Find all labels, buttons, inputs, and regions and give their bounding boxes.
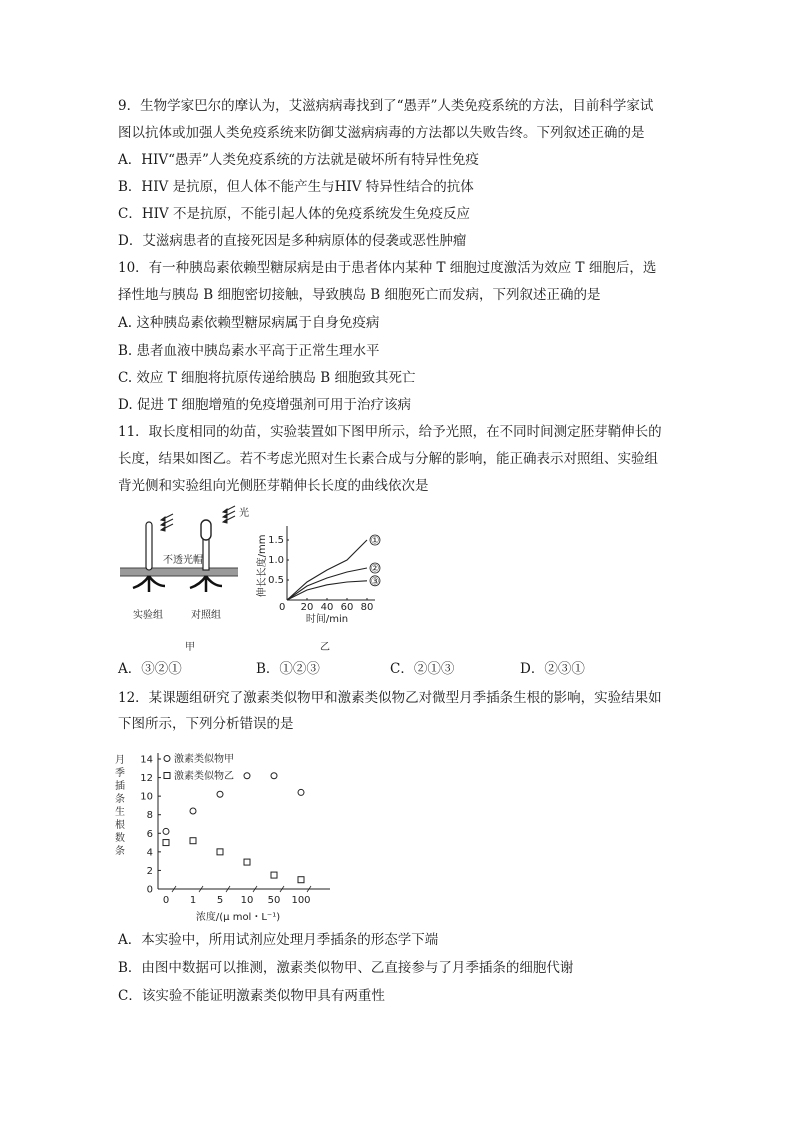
series-label-2: ② — [370, 563, 380, 575]
y-tick-label: 10 — [140, 791, 153, 803]
x-tick-label: 80 — [360, 602, 374, 613]
legend-marker-jia — [164, 756, 170, 762]
point-jia — [217, 791, 223, 797]
q10-option-b: B. 患者血液中胰岛素水平高于正常生理水平 — [118, 343, 380, 359]
q10-option-a: A. 这种胰岛素依赖型糖尿病属于自身免疫病 — [118, 315, 380, 331]
y-axis-label-char: 季 — [115, 768, 125, 779]
control-group-label: 对照组 — [191, 610, 221, 621]
light-arrows-icon — [161, 514, 173, 531]
q9-option-b: B．HIV 是抗原，但人体不能产生与HIV 特异性结合的抗体 — [118, 179, 474, 195]
y-axis-label-char: 条 — [115, 794, 125, 805]
q9-option-d: D．艾滋病患者的直接死因是多种病原体的侵袭或恶性肿瘤 — [118, 233, 467, 249]
series-line-2 — [287, 568, 367, 600]
x-tick-label: 40 — [320, 602, 334, 613]
y-tick-label: 6 — [146, 828, 153, 840]
x-tick-label: 50 — [267, 895, 281, 906]
point-jia — [244, 773, 250, 779]
q9-stem-line1: 9．生物学家巴尔的摩认为，艾滋病病毒找到了“愚弄”人类免疫系统的方法，目前科学家试 — [118, 98, 654, 114]
point-yi — [190, 838, 196, 844]
x-tick-label: 20 — [300, 602, 314, 613]
y-axis-label-char: 生 — [115, 807, 125, 818]
origin-label: 0 — [279, 602, 286, 613]
figure-yi-caption: 乙 — [320, 642, 330, 653]
y-axis-label-char: 条 — [115, 846, 125, 857]
light-arrows-icon — [223, 506, 235, 523]
y-tick-label: 14 — [140, 754, 153, 766]
q12-scatter-chart — [112, 745, 342, 925]
point-jia — [163, 828, 169, 834]
q11-option-d: D．②③① — [520, 661, 585, 677]
q12-option-a: A．本实验中，所用试剂应处理月季插条的形态学下端 — [118, 932, 439, 948]
q11-option-c: C．②①③ — [390, 661, 455, 677]
y-tick-label: 0 — [146, 884, 153, 896]
y-axis-label-char: 数 — [115, 833, 125, 844]
q12-stem-line1: 12．某课题组研究了激素类似物甲和激素类似物乙对微型月季插条生根的影响，实验结果如 — [118, 690, 662, 706]
q11-stem-line2: 长度，结果如图乙。若不考虑光照对生长素合成与分解的影响，能正确表示对照组、实验组 — [118, 451, 658, 467]
point-yi — [244, 859, 250, 865]
point-yi — [217, 849, 223, 855]
opaque-cap-label: 不透光帽 — [163, 555, 203, 566]
x-tick-label: 100 — [291, 895, 311, 906]
opaque-cap — [201, 520, 211, 540]
point-yi — [271, 872, 277, 878]
soil-surface — [120, 568, 238, 576]
legend-marker-yi — [164, 773, 170, 779]
experimental-seedling — [133, 522, 165, 592]
x-tick-label: 60 — [340, 602, 354, 613]
q10-stem-line1: 10．有一种胰岛素依赖型糖尿病是由于患者体内某种 T 细胞过度激活为效应 T 细胞后，选 — [118, 260, 657, 276]
y-tick-label: 2 — [146, 865, 153, 877]
experimental-group-label: 实验组 — [133, 610, 163, 621]
q11-stem-line3: 背光侧和实验组向光侧胚芽鞘伸长长度的曲线依次是 — [118, 478, 429, 494]
point-yi — [163, 840, 169, 846]
q11-options — [118, 659, 678, 679]
figure-jia-caption: 甲 — [185, 642, 195, 653]
q11-option-a: A．③②① — [118, 661, 182, 677]
y-tick-label: 1.5 — [268, 535, 284, 546]
y-tick-label: 12 — [140, 773, 153, 785]
point-jia — [190, 808, 196, 814]
x-axis-label: 浓度/(μ mol・L⁻¹) — [195, 912, 281, 923]
q9-option-c: C．HIV 不是抗原，不能引起人体的免疫系统发生免疫反应 — [118, 206, 470, 222]
series-label-3: ③ — [370, 576, 380, 588]
x-tick-label: 5 — [216, 895, 224, 906]
q11-figure-yi-chart — [255, 520, 405, 660]
series-line-3 — [287, 581, 367, 600]
point-jia — [298, 789, 304, 795]
y-tick-label: 8 — [146, 810, 153, 822]
q9-stem-line2: 图以抗体或加强人类免疫系统来防御艾滋病病毒的方法都以失败告终。下列叙述正确的是 — [118, 125, 645, 141]
q11-option-b: B．①②③ — [256, 661, 320, 677]
point-yi — [298, 877, 304, 883]
q12-stem-line2: 下图所示，下列分析错误的是 — [118, 716, 294, 732]
light-label: 光 — [239, 508, 249, 519]
y-tick-label: 1.0 — [268, 555, 284, 566]
q10-stem-line2: 择性地与胰岛 B 细胞密切接触，导致胰岛 B 细胞死亡而发病，下列叙述正确的是 — [118, 287, 601, 303]
q11-figure-jia — [115, 500, 255, 660]
x-tick-label: 0 — [162, 895, 170, 906]
legend-label: 激素类似物乙 — [174, 771, 234, 782]
q11-stem-line1: 11．取长度相同的幼苗，实验装置如下图甲所示，给予光照，在不同时间测定胚芽鞘伸长的 — [118, 424, 662, 440]
legend-label: 激素类似物甲 — [174, 754, 234, 765]
y-axis-label-char: 月 — [115, 755, 125, 766]
q9-option-a: A．HIV“愚弄”人类免疫系统的方法就是破坏所有特异性免疫 — [118, 152, 479, 168]
x-tick-label: 1 — [189, 895, 197, 906]
x-axis-label: 时间/min — [305, 614, 349, 625]
y-tick-label: 4 — [146, 847, 153, 859]
q10-option-c: C. 效应 T 细胞将抗原传递给胰岛 B 细胞致其死亡 — [118, 370, 416, 386]
y-axis-label: 伸长长度/mm — [257, 534, 268, 598]
point-jia — [271, 773, 277, 779]
q12-option-b: B．由图中数据可以推测，激素类似物甲、乙直接参与了月季插条的细胞代谢 — [118, 960, 574, 976]
series-label-1: ① — [370, 535, 380, 547]
x-tick-label: 10 — [240, 895, 254, 906]
q10-option-d: D. 促进 T 细胞增殖的免疫增强剂可用于治疗该病 — [118, 397, 412, 413]
y-axis-label-char: 根 — [115, 820, 125, 831]
y-axis-label-char: 插 — [115, 781, 125, 792]
y-tick-label: 0.5 — [268, 575, 284, 586]
q12-option-c: C．该实验不能证明激素类似物甲具有两重性 — [118, 988, 385, 1004]
